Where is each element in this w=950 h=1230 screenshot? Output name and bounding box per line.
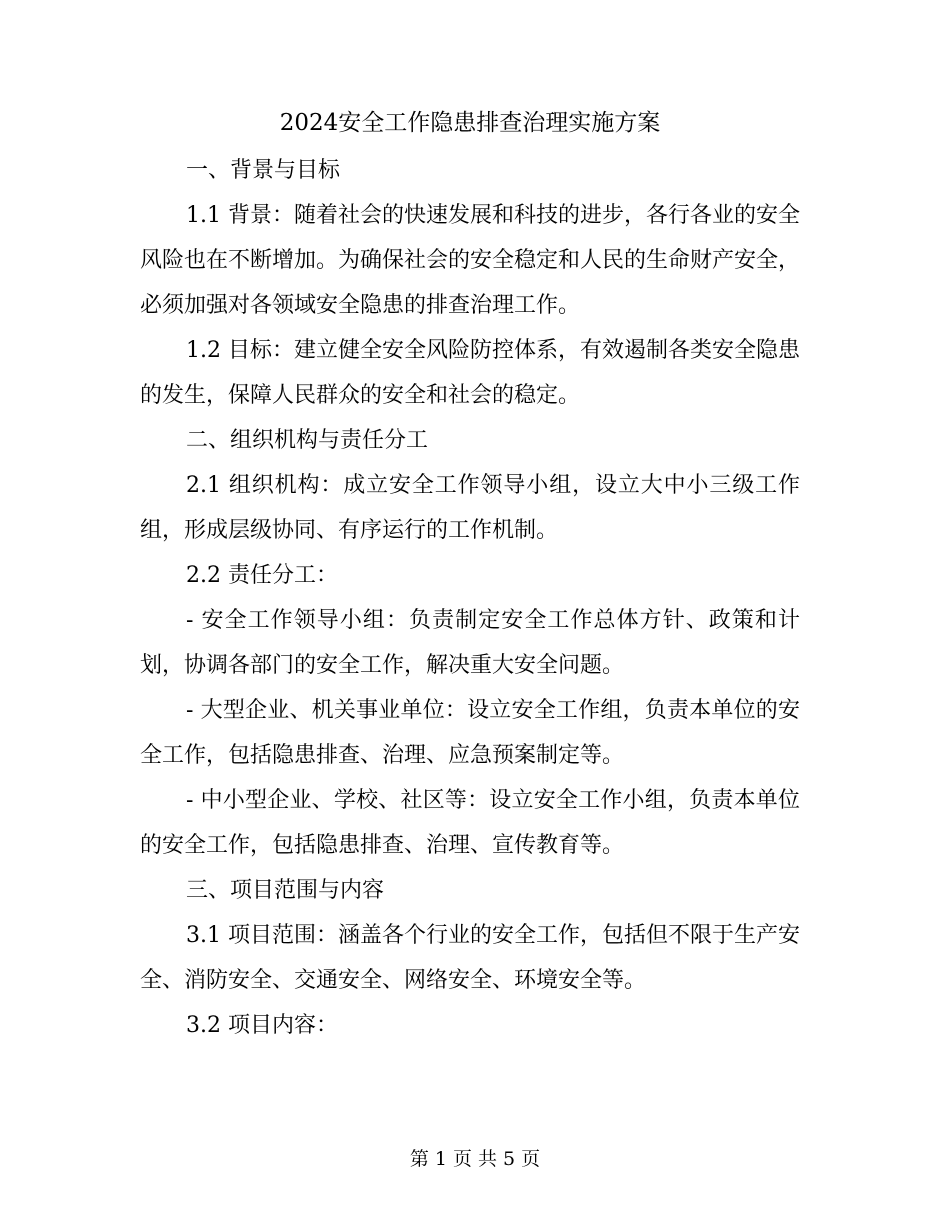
section-heading-organization: 二、组织机构与责任分工 <box>186 428 429 453</box>
paragraph-content-heading: 3.2 项目内容： <box>186 1013 338 1038</box>
paragraph-scope: 3.1 项目范围：涵盖各个行业的安全工作，包括但不限于生产安全、消防安全、交通安全、网络安全、环境安全等。 <box>140 923 800 993</box>
paragraph-responsibility-heading: 2.2 责任分工： <box>186 563 338 588</box>
document-body <box>140 98 800 1048</box>
list-item-large-enterprises: - 大型企业、机关事业单位：设立安全工作组，负责本单位的安全工作，包括隐患排查、治理、应急预案制定等。 <box>140 698 800 768</box>
document-title: 2024安全工作隐患排查治理实施方案 <box>279 110 661 136</box>
list-item-small-enterprises: - 中小型企业、学校、社区等：设立安全工作小组，负责本单位的安全工作，包括隐患排查、治理、宣传教育等。 <box>140 788 800 858</box>
paragraph-background: 1.1 背景：随着社会的快速发展和科技的进步，各行各业的安全风险也在不断增加。为确保社会的安全稳定和人民的生命财产安全，必须加强对各领域安全隐患的排查治理工作。 <box>140 203 801 318</box>
page-number-footer: 第 1 页 共 5 页 <box>409 1148 541 1170</box>
list-item-leadership-group: - 安全工作领导小组：负责制定安全工作总体方针、政策和计划，协调各部门的安全工作，解决重大安全问题。 <box>140 608 800 678</box>
paragraph-organization: 2.1 组织机构：成立安全工作领导小组，设立大中小三级工作组，形成层级协同、有序运行的工作机制。 <box>140 473 800 543</box>
paragraph-goal: 1.2 目标：建立健全安全风险防控体系，有效遏制各类安全隐患的发生，保障人民群众的安全和社会的稳定。 <box>140 338 800 408</box>
section-heading-scope: 三、项目范围与内容 <box>186 878 385 903</box>
section-heading-background: 一、背景与目标 <box>186 158 341 183</box>
